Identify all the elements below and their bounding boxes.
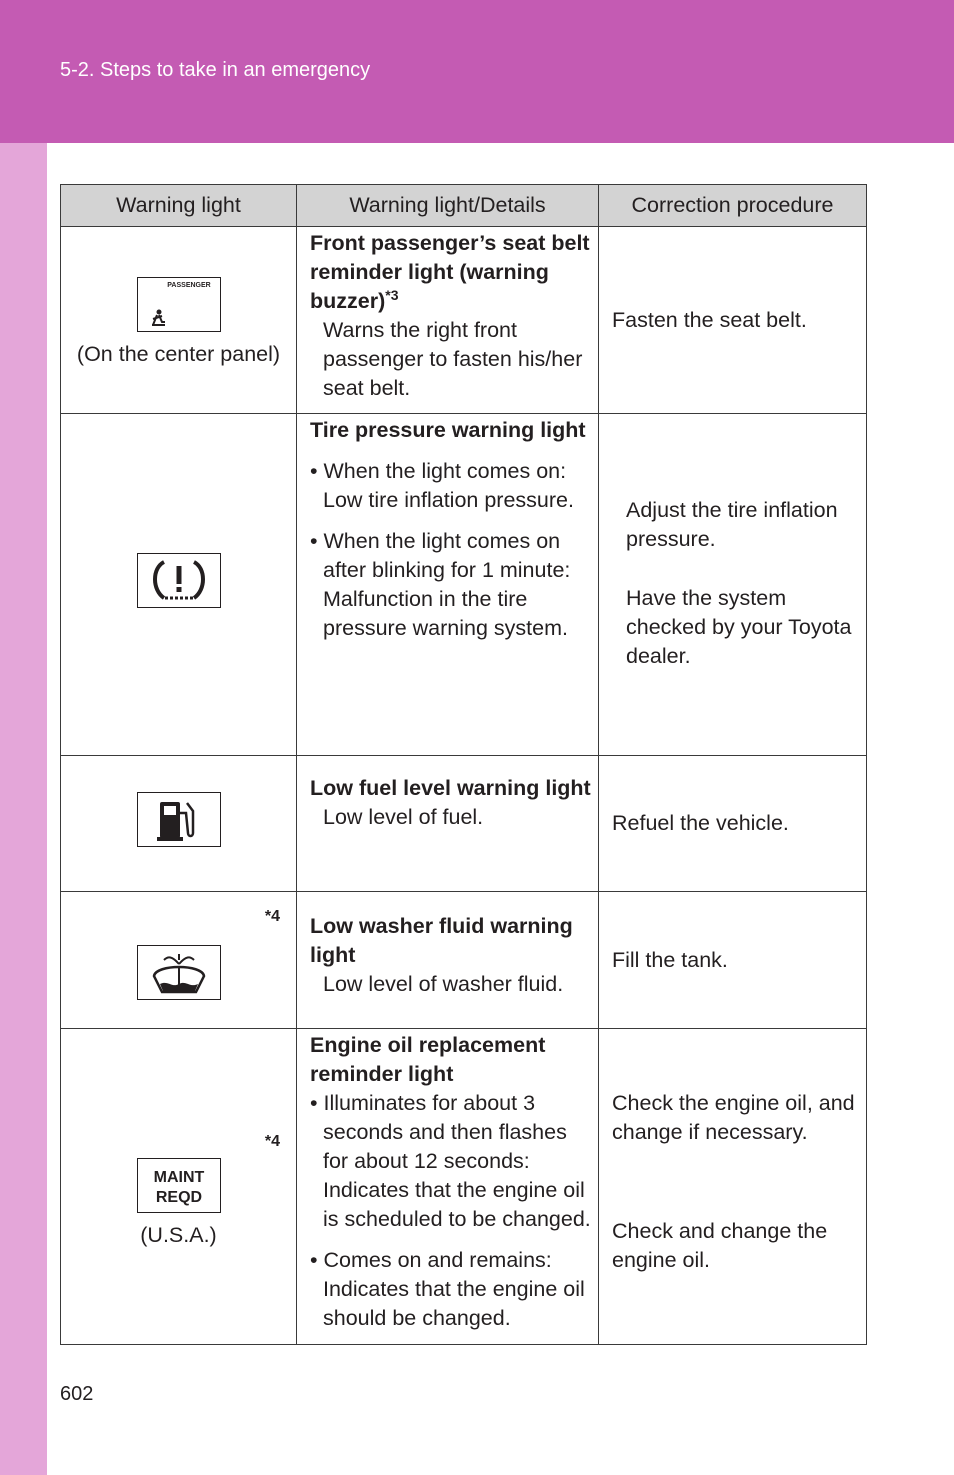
passenger-seatbelt-icon [137,277,221,332]
correction-text: Check and change the engine oil. [612,1219,828,1272]
details-cell [297,227,599,414]
warning-light-table [60,184,867,1345]
light-title: Tire pressure warning light [310,418,586,442]
correction-cell: Fill the tank. [599,892,867,1029]
correction-text: Check the engine oil, and change if necessary. [612,1091,855,1144]
maint-reqd-icon [137,1158,221,1213]
section-title: 5-2. Steps to take in an emergency [60,59,371,81]
correction-cell: Fasten the seat belt. [599,227,867,414]
correction-cell [599,1029,867,1345]
reqd-icon-text: REQD [155,1188,202,1206]
page-number: 602 [60,1383,94,1405]
details-cell [297,1029,599,1345]
correction-cell: Refuel the vehicle. [599,756,867,892]
warning-light-cell [61,414,297,756]
light-title: Engine oil replacement reminder light [310,1033,546,1086]
light-title: Low washer fluid warning light [310,914,573,967]
light-title [310,229,592,316]
table-header-row [61,185,867,227]
icon-caption: (U.S.A.) [140,1222,217,1247]
detail-bullet: • Illuminates for about 3 seconds and then flashes for about 12 seconds: Indicates that the engine oil is scheduled to be changed. [310,1091,591,1231]
warning-light-cell [61,1029,297,1345]
table-row [61,892,867,1029]
warning-light-cell [61,756,297,892]
table-row [61,1029,867,1345]
table-row [61,756,867,892]
correction-text: Have the system checked by your Toyota dealer. [626,586,852,668]
table-row [61,414,867,756]
maint-icon-text: MAINT [153,1168,204,1186]
column-header-warning-light: Warning light [61,185,297,227]
footnote-marker: *4 [264,1133,280,1150]
detail-bullet: • When the light comes on: Low tire inflation pressure. [310,459,574,512]
column-header-details: Warning light/Details [297,185,599,227]
column-header-correction: Correction procedure [599,185,867,227]
footnote-marker: *4 [264,908,280,925]
passenger-icon-text: PASSENGER [166,282,211,289]
correction-cell [599,414,867,756]
detail-bullet: • When the light comes on after blinking for 1 minute: Malfunction in the tire pressure warning system. [310,529,571,640]
warning-light-cell [61,227,297,414]
icon-caption: (On the center panel) [76,342,281,366]
table-row [61,227,867,414]
washer-fluid-icon [137,945,221,1000]
light-title-text: Front passenger’s seat belt reminder light (warning buzzer) [310,231,590,313]
light-detail: Low level of washer fluid. [323,972,564,996]
light-title: Low fuel level warning light [310,776,591,800]
light-detail: Low level of fuel. [323,805,484,829]
correction-text: Adjust the tire inflation pressure. [626,498,838,551]
fuel-pump-icon [137,792,221,847]
detail-bullet: • Comes on and remains: Indicates that the engine oil should be changed. [310,1248,585,1330]
warning-light-cell [61,892,297,1029]
footnote-marker: *3 [385,286,399,303]
details-cell [297,892,599,1029]
details-cell [297,414,599,756]
section-header [0,0,954,143]
side-tab-strip [0,143,47,1475]
tire-pressure-icon [137,553,221,608]
details-cell [297,756,599,892]
light-detail: Warns the right front passenger to fasten his/her seat belt. [323,318,583,400]
